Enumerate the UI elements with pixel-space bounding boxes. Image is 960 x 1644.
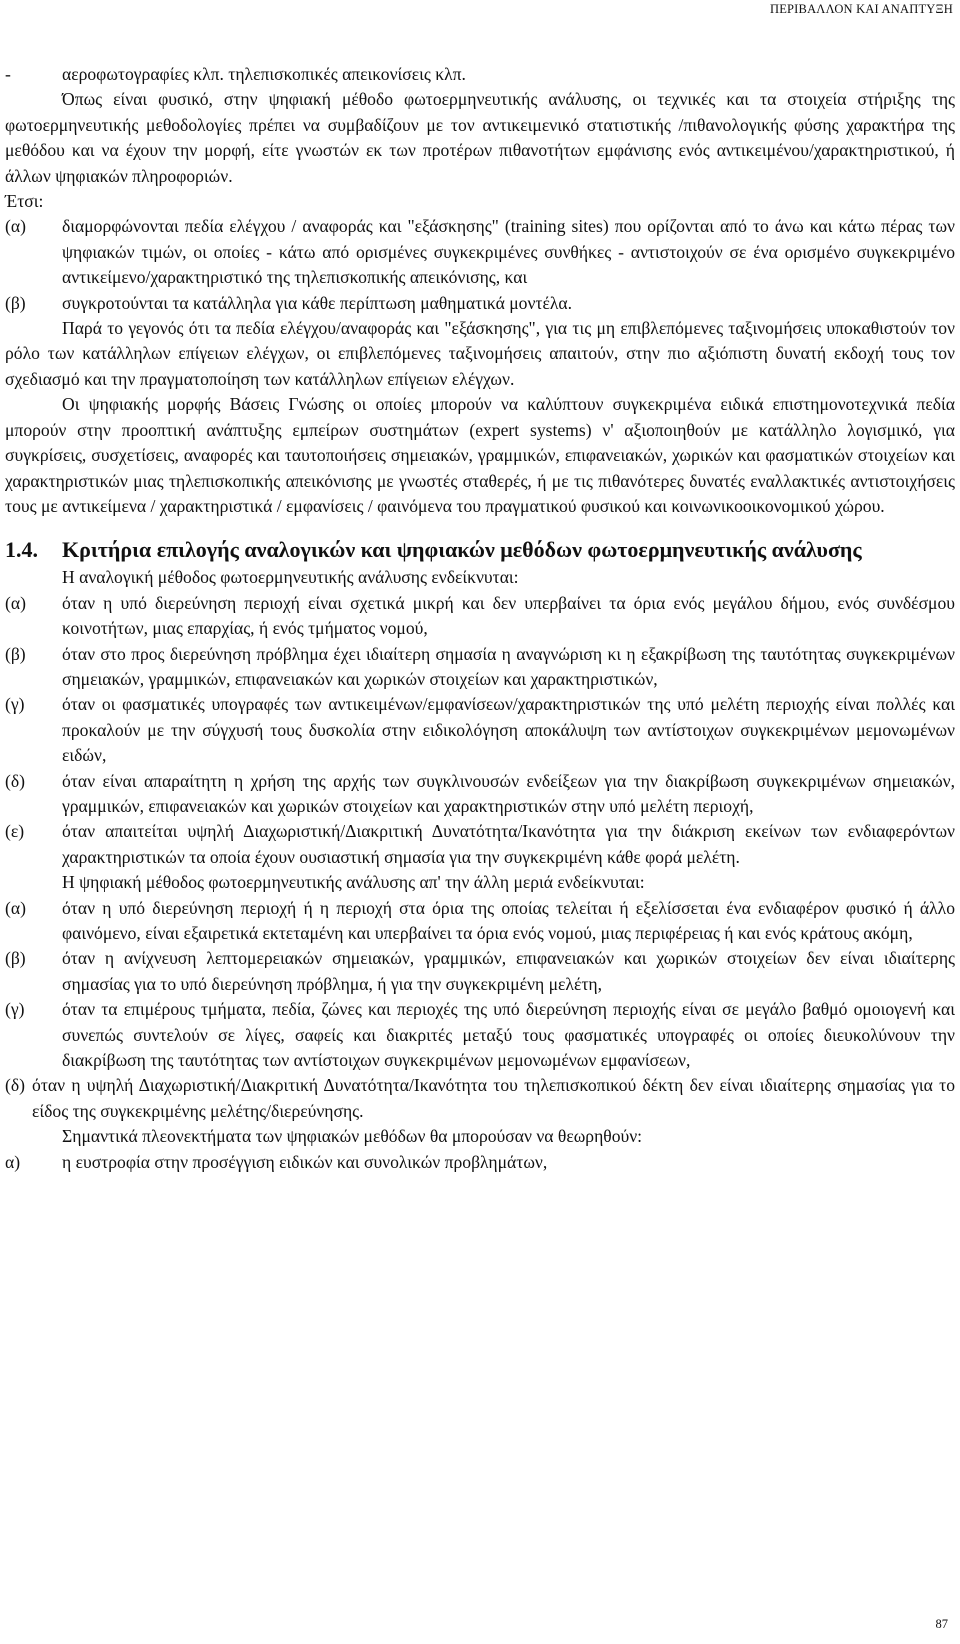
analog-intro: Η αναλογική μέθοδος φωτοερμηνευτικής ανάλυσης ενδείκνυται:: [62, 567, 519, 588]
list-item: [5, 896, 955, 947]
paragraph-2: Παρά το γεγονός ότι τα πεδία ελέγχου/αναφοράς και "εξάσκησης", για τις μη επιβλεπόμενες ταξινομήσεις υποκαθιστούν τον ρόλο των κατάλληλων επίγειων ελέγχων, οι επιβλεπόμενες ταξινομήσεις απαιτούν, στην πιο αξιόπιστη δυνατή εκδοχή τους τον σχεδιασμό και την πραγματοποίηση των κατάλληλων επίγειων ελέγχων.: [5, 318, 955, 389]
item-text: όταν τα επιμέρους τμήματα, πεδία, ζώνες και περιοχές της υπό διερεύνηση περιοχής είναι σε μεγάλο βαθμό ομοιογενή και συνεπώς συντελούν σε λίγες, σαφείς και διακριτές μεταξύ τους φασματικές υπογραφές οι οποίες διευκολύνουν την διακρίβωση της ταυτότητας των αντίστοιχων συγκεκριμένων μεμονωμένων εμφανίσεων,: [62, 999, 955, 1071]
item-label: (α): [5, 216, 26, 237]
item-text: όταν η υψηλή Διαχωριστική/Διακριτική Δυνατότητα/Ικανότητα του τηλεπισκοπικού δέκτη δεν είναι ιδιαίτερης σημασίας για το είδος της συγκεκριμένης μελέτης/διερεύνησης.: [32, 1075, 955, 1121]
item-label: (γ): [5, 999, 25, 1020]
list-item: [5, 769, 955, 820]
list-item: [5, 819, 955, 870]
item-label: (α): [5, 592, 26, 613]
item-label: α): [5, 1151, 21, 1172]
digital-intro: Η ψηφιακή μέθοδος φωτοερμηνευτικής ανάλυσης απ' την άλλη μεριά ενδείκνυται:: [62, 872, 645, 893]
item-label: (δ): [5, 1075, 26, 1096]
item-text: διαμορφώνονται πεδία ελέγχου / αναφοράς και "εξάσκησης" (training sites) που ορίζονται από το άνω και κάτω πέρας των ψηφιακών τιμών, οι οποίες - κάτω από ορισμένες συγκεκριμένες συνθήκες - αντιστοιχούν σε ένα ορισμένο συγκεκριμένο αντικείμενο/χαρακτηριστικό της τηλεπισκοπικής απεικόνισης, και: [62, 216, 955, 288]
item-text: συγκροτούνται τα κατάλληλα για κάθε περίπτωση μαθηματικά μοντέλα.: [62, 292, 573, 313]
list-training-sites: [5, 214, 955, 316]
item-label: (β): [5, 643, 26, 664]
dash-list-item: [5, 62, 955, 87]
list-item: [5, 214, 955, 290]
item-label: (ε): [5, 821, 25, 842]
list-item: [5, 642, 955, 693]
item-text: όταν οι φασματικές υπογραφές των αντικειμένων/εμφανίσεων/χαρακτηριστικών της υπό μελέτη περιοχής είναι πολλές και προκαλούν με την σύγχυσή τους δυσκολία στην ειδικολόγηση αποκάλυψη των αντίστοιχων συγκεκριμένων μεμονωμένων ειδών,: [62, 694, 955, 766]
dash-item-text: αεροφωτογραφίες κλπ. τηλεπισκοπικές απεικονίσεις κλπ.: [62, 64, 466, 84]
item-label: (γ): [5, 694, 25, 715]
item-label: (α): [5, 897, 26, 918]
list-item: [5, 291, 955, 316]
page-content: [5, 62, 955, 1175]
item-label: (β): [5, 292, 26, 313]
section-title: Κριτήρια επιλογής αναλογικών και ψηφιακών μεθόδων φωτοερμηνευτικής ανάλυσης: [62, 537, 862, 563]
list-item: [5, 1073, 955, 1124]
list-item: [5, 946, 955, 997]
item-text: όταν η υπό διερεύνηση περιοχή είναι σχετικά μικρή και δεν υπερβαίνει τα όρια ενός μεγάλου δήμου, ενός συνδέσμου κοινοτήτων, μιας επαρχίας, ή ενός τμήματος νομού,: [62, 592, 955, 639]
page-number: 87: [935, 1617, 948, 1631]
advantages-intro: Σημαντικά πλεονεκτήματα των ψηφιακών μεθόδων θα μπορούσαν να θεωρηθούν:: [62, 1126, 643, 1147]
analog-criteria-list: [5, 591, 955, 870]
section-heading: [5, 536, 955, 563]
list-item: [5, 997, 955, 1073]
item-text: όταν είναι απαραίτητη η χρήση της αρχής των συγκλινουσών ενδείξεων για την διακρίβωση συγκεκριμένων σημειακών, γραμμικών, επιφανειακών και χωρικών στοιχείων και χαρακτηριστικών στην υπό μελέτη περιοχή,: [62, 770, 955, 816]
item-text: όταν η ανίχνευση λεπτομερειακών σημειακών, γραμμικών, επιφανειακών και χωρικών στοιχείων δεν είναι ιδιαίτερης σημασίας για το υπό διερεύνηση πρόβλημα, ή για την συγκεκριμένη μελέτη,: [62, 948, 955, 994]
item-text: όταν απαιτείται υψηλή Διαχωριστική/Διακριτική Δυνατότητα/Ικανότητα για την διάκριση εκείνων των ενδιαφερόντων χαρακτηριστικών τα οποία έχουν ουσιαστική σημασία για την συγκεκριμένη κάθε φορά μελέτη.: [62, 821, 955, 867]
paragraph-1: Όπως είναι φυσικό, στην ψηφιακή μέθοδο φωτοερμηνευτικής ανάλυσης, οι τεχνικές και τα στοιχεία στήριξης της φωτοερμηνευτικής μεθοδολογίες πρέπει να συμβαδίζουν με τον αντικειμενικό στατιστικής /πιθανολογικής φύσης χαρακτήρα της μεθόδου και να έχουν την μορφή, είτε γνωστών εκ των προτέρων πιθανοτήτων εμφάνισης ενός αντικειμένου/χαρακτηριστικού, ή άλλων ψηφιακών πληροφοριών.: [5, 89, 955, 186]
list-item: [5, 692, 955, 768]
item-text: όταν η υπό διερεύνηση περιοχή ή η περιοχή στα όρια της οποίας τελείται ή εξελίσσεται ένα ενδιαφέρον φυσικό ή άλλο φαινόμενο, είναι εξαιρετικά εκτεταμένη και υπερβαίνει τα όρια ενός νομού, μιας περιφέρειας ή και ενός κράτους ακόμη,: [62, 897, 955, 943]
paragraph-3: Οι ψηφιακής μορφής Βάσεις Γνώσης οι οποίες μπορούν να καλύπτουν συγκεκριμένα ειδικά επιστημονοτεχνικά πεδία μπορούν στην προοπτική ανάπτυξης εμπείρων συστημάτων (expert systems) ν' αξιοποιηθούν με κατάλληλο λογισμικό, για συγκρίσεις, συσχετίσεις, αναφορές και ταυτοποιήσεις σημειακών, γραμμικών, επιφανειακών, χωρικών και φασματικών στοιχείων και χαρακτηριστικών μιας τηλεπισκοπικής απεικόνισης με γνωστές σταθερές, ή με τις πιθανότερες δυνατές εναλλακτικές αντιστοιχήσεις τους με αντικείμενα / χαρακτηριστικά / εμφανίσεις / φαινόμενα του πραγματικού φυσικού και κοινωνικοοικονομικού χώρου.: [5, 394, 955, 516]
digital-criteria-list: [5, 896, 955, 1125]
item-text: η ευστροφία στην προσέγγιση ειδικών και συνολικών προβλημάτων,: [62, 1151, 548, 1172]
list-item: [5, 591, 955, 642]
dash-marker: -: [5, 64, 11, 84]
section-number: 1.4.: [5, 537, 38, 563]
running-header: ΠΕΡΙΒΑΛΛΟΝ ΚΑΙ ΑΝΑΠΤΥΞΗ: [769, 2, 953, 16]
etsi-label: Έτσι:: [5, 191, 44, 212]
list-item: [5, 1150, 955, 1175]
item-text: όταν στο προς διερεύνηση πρόβλημα έχει ιδιαίτερη σημασία η αναγνώριση κι η εξακρίβωση της ταυτότητας συγκεκριμένων σημειακών, γραμμικών, επιφανειακών και χωρικών στοιχείων και χαρακτηριστικών,: [62, 643, 955, 689]
item-label: (β): [5, 948, 26, 969]
item-label: (δ): [5, 770, 26, 791]
